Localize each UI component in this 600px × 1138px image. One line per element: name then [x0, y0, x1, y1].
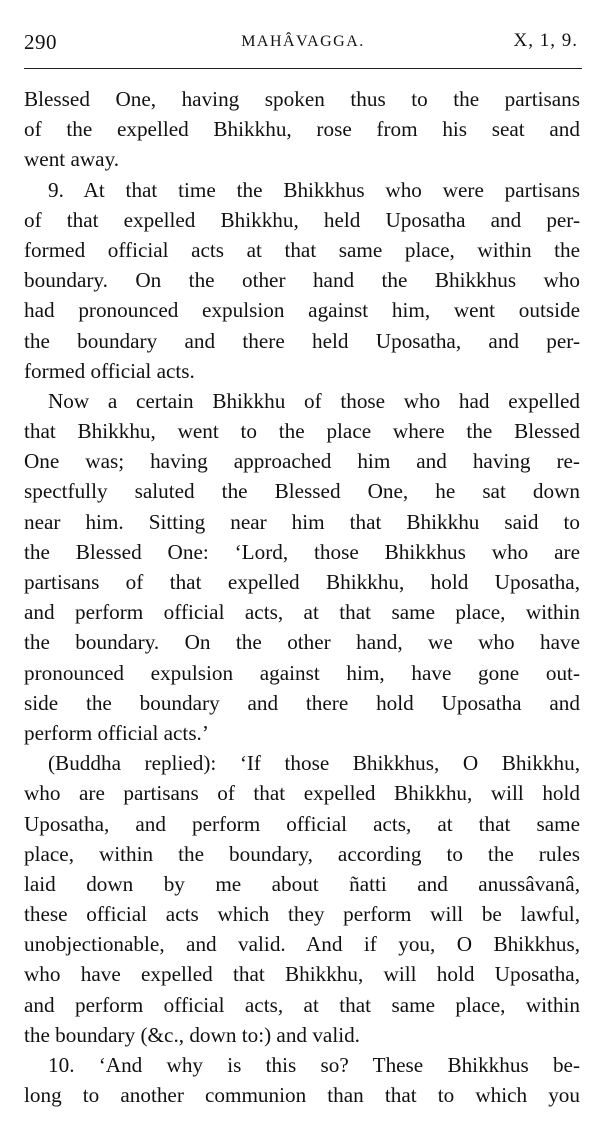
text-line: that Bhikkhu, went to the place where the Blessed — [24, 419, 580, 444]
text-line: spectfully saluted the Blessed One, he sat down — [24, 479, 580, 504]
text-line: these official acts which they perform will be lawful, — [24, 902, 580, 927]
text-line: went away. — [24, 147, 120, 172]
running-title: MAHÂVAGGA. — [241, 33, 365, 50]
text-line: who are partisans of that expelled Bhikkhu, will hold — [24, 781, 580, 806]
text-line: Blessed One, having spoken thus to the partisans — [24, 87, 580, 111]
text-line: and perform official acts, at that same place, within — [24, 992, 580, 1017]
text-line: 9. At that time the Bhikkhus who were partisans — [48, 177, 580, 202]
text-line: partisans of that expelled Bhikkhu, hold Uposatha, — [24, 570, 580, 594]
body-text — [24, 84, 580, 1110]
section-reference: X, 1, 9. — [513, 30, 578, 51]
text-line: the boundary. On the other hand, we who have — [24, 630, 580, 655]
text-line: formed official acts at that same place, within the — [24, 237, 580, 262]
text-line: unobjectionable, and valid. And if you, O Bhikkhus, — [24, 932, 580, 957]
text-line: and perform official acts, at that same place, within — [24, 600, 580, 625]
text-line: Uposatha, and perform official acts, at that same — [24, 811, 580, 836]
text-line: who have expelled that Bhikkhu, will hold Uposatha, — [24, 962, 580, 987]
text-line: of that expelled Bhikkhu, held Uposatha and per- — [24, 207, 580, 232]
text-line: formed official acts. — [24, 358, 195, 383]
header-rule — [24, 68, 582, 69]
text-line: (Buddha replied): ‘If those Bhikkhus, O Bhikkhu, — [48, 751, 580, 776]
page-number: 290 — [24, 30, 57, 54]
text-line: near him. Sitting near him that Bhikkhu said to — [24, 509, 580, 534]
text-line: long to another communion than that to which you — [24, 1083, 580, 1108]
text-line: the boundary (&c., down to:) and valid. — [24, 1022, 360, 1047]
text-line: place, within the boundary, according to the rules — [24, 841, 580, 866]
text-line: boundary. On the other hand the Bhikkhus who — [24, 268, 580, 293]
text-line: Now a certain Bhikkhu of those who had expelled — [48, 388, 580, 413]
text-line: had pronounced expulsion against him, went outside — [24, 298, 580, 323]
text-line: the Blessed One: ‘Lord, those Bhikkhus who are — [24, 539, 580, 564]
text-line: side the boundary and there hold Uposatha and — [24, 690, 580, 715]
text-line: laid down by me about ñatti and anussâvanâ, — [24, 871, 580, 896]
text-line: pronounced expulsion against him, have gone out- — [24, 660, 580, 685]
text-line: of the expelled Bhikkhu, rose from his seat and — [24, 117, 580, 142]
text-line: perform official acts.’ — [24, 720, 209, 745]
text-line: One was; having approached him and having re- — [24, 449, 580, 474]
running-header — [24, 30, 582, 60]
text-line: 10. ‘And why is this so? These Bhikkhus be- — [48, 1053, 580, 1077]
text-line: the boundary and there held Uposatha, and per- — [24, 328, 580, 353]
